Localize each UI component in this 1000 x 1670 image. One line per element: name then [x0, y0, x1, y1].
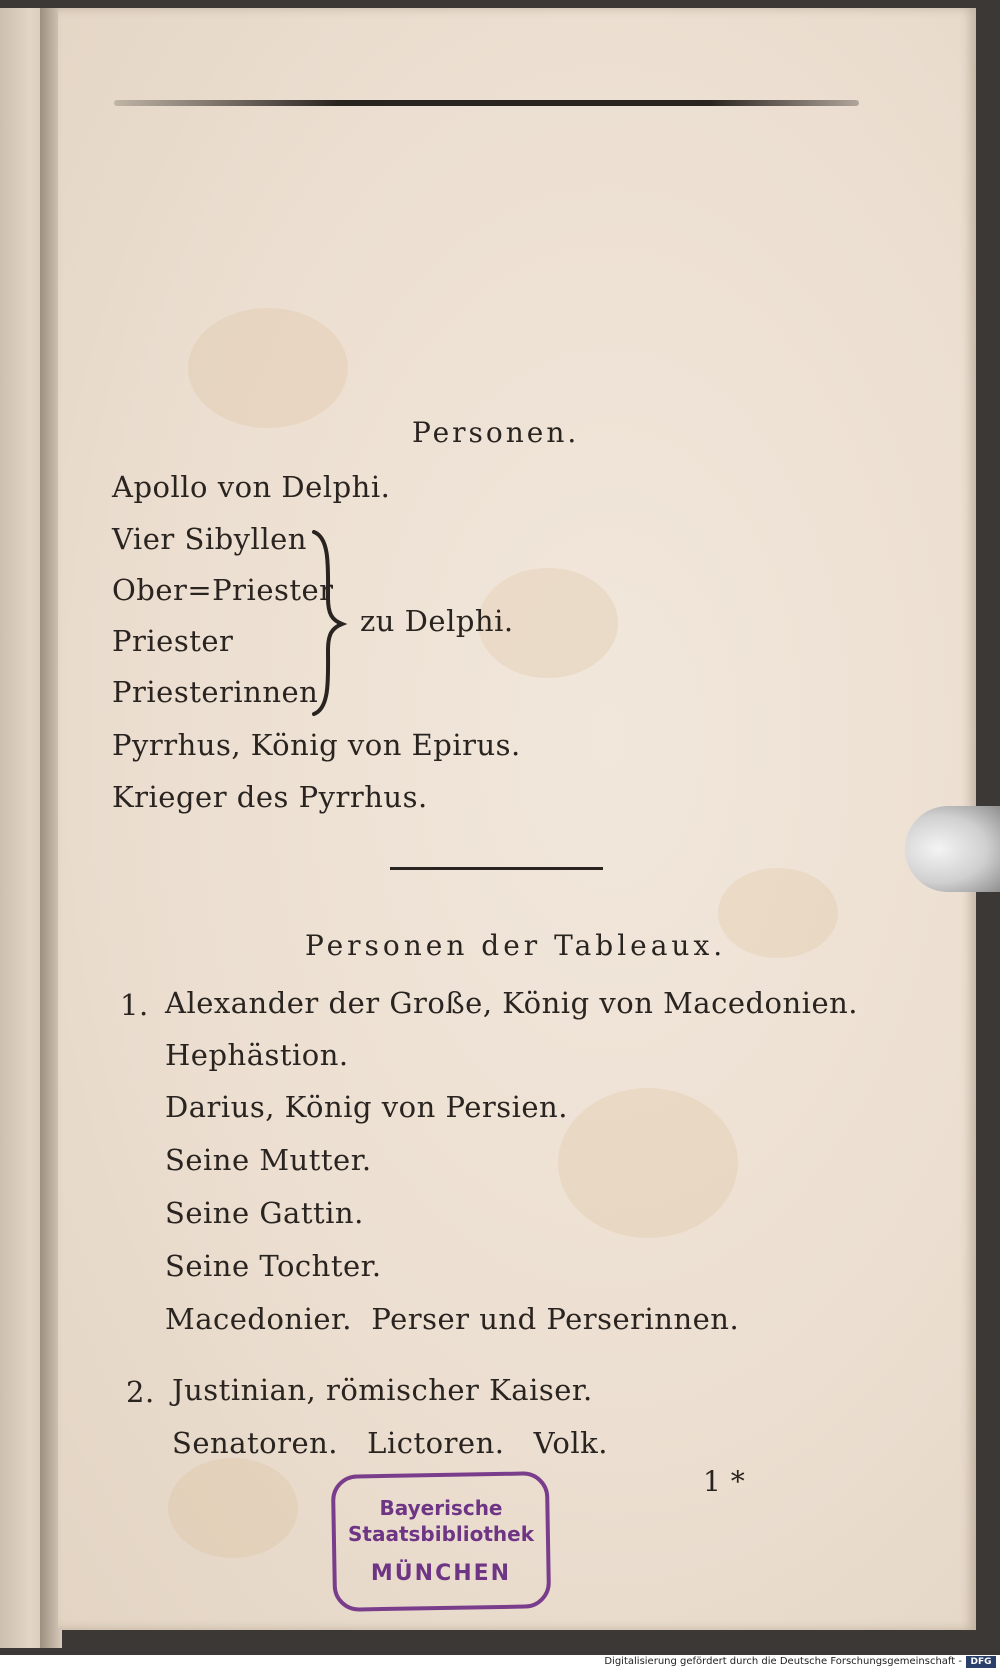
section-divider [390, 867, 603, 870]
tableau-1-line: Seine Tochter. [165, 1249, 382, 1283]
page-number: 1 * [703, 1465, 746, 1498]
person-ober-priester: Ober=Priester [112, 573, 334, 607]
tableau-1-line: Darius, König von Persien. [165, 1090, 568, 1124]
stamp-line: Staatsbibliothek [347, 1522, 535, 1546]
paper-stain [718, 868, 838, 958]
tableau-1-line: Seine Gattin. [165, 1196, 364, 1230]
tableau-1-number: 1. [120, 988, 149, 1022]
funding-credit: Digitalisierung gefördert durch die Deutsche Forschungsgemeinschaft - [604, 1656, 962, 1667]
tableau-2-line: Senatoren. Lictoren. Volk. [172, 1426, 608, 1460]
page-clip [905, 806, 1000, 892]
person-priesterinnen: Priesterinnen [112, 675, 319, 709]
brace-label: zu Delphi. [360, 604, 514, 638]
paper-stain [188, 308, 348, 428]
dfg-logo: DFG [966, 1656, 996, 1668]
curly-brace [308, 528, 348, 718]
person-priester: Priester [112, 624, 234, 658]
person-apollo: Apollo von Delphi. [112, 470, 391, 504]
tableau-1-line: Hephästion. [165, 1038, 349, 1072]
paper-stain [168, 1458, 298, 1558]
library-stamp [332, 1473, 550, 1610]
stamp-line: MÜNCHEN [370, 1561, 512, 1586]
top-rule [114, 100, 859, 106]
paper-stain [558, 1088, 738, 1238]
tableau-2-line: Justinian, römischer Kaiser. [172, 1373, 593, 1407]
person-pyrrhus: Pyrrhus, König von Epirus. [112, 728, 521, 762]
personen-heading: Personen. [412, 416, 580, 449]
tableaux-heading: Personen der Tableaux. [305, 929, 727, 962]
stamp-line: Bayerische [379, 1496, 503, 1520]
tableau-2-number: 2. [126, 1375, 155, 1409]
tableau-1-line: Macedonier. Perser und Perserinnen. [165, 1302, 740, 1336]
person-krieger: Krieger des Pyrrhus. [112, 780, 428, 814]
person-sibyllen: Vier Sibyllen [112, 522, 307, 556]
tableau-1-line: Alexander der Große, König von Macedonien. [165, 986, 859, 1020]
tableau-1-line: Seine Mutter. [165, 1143, 372, 1177]
